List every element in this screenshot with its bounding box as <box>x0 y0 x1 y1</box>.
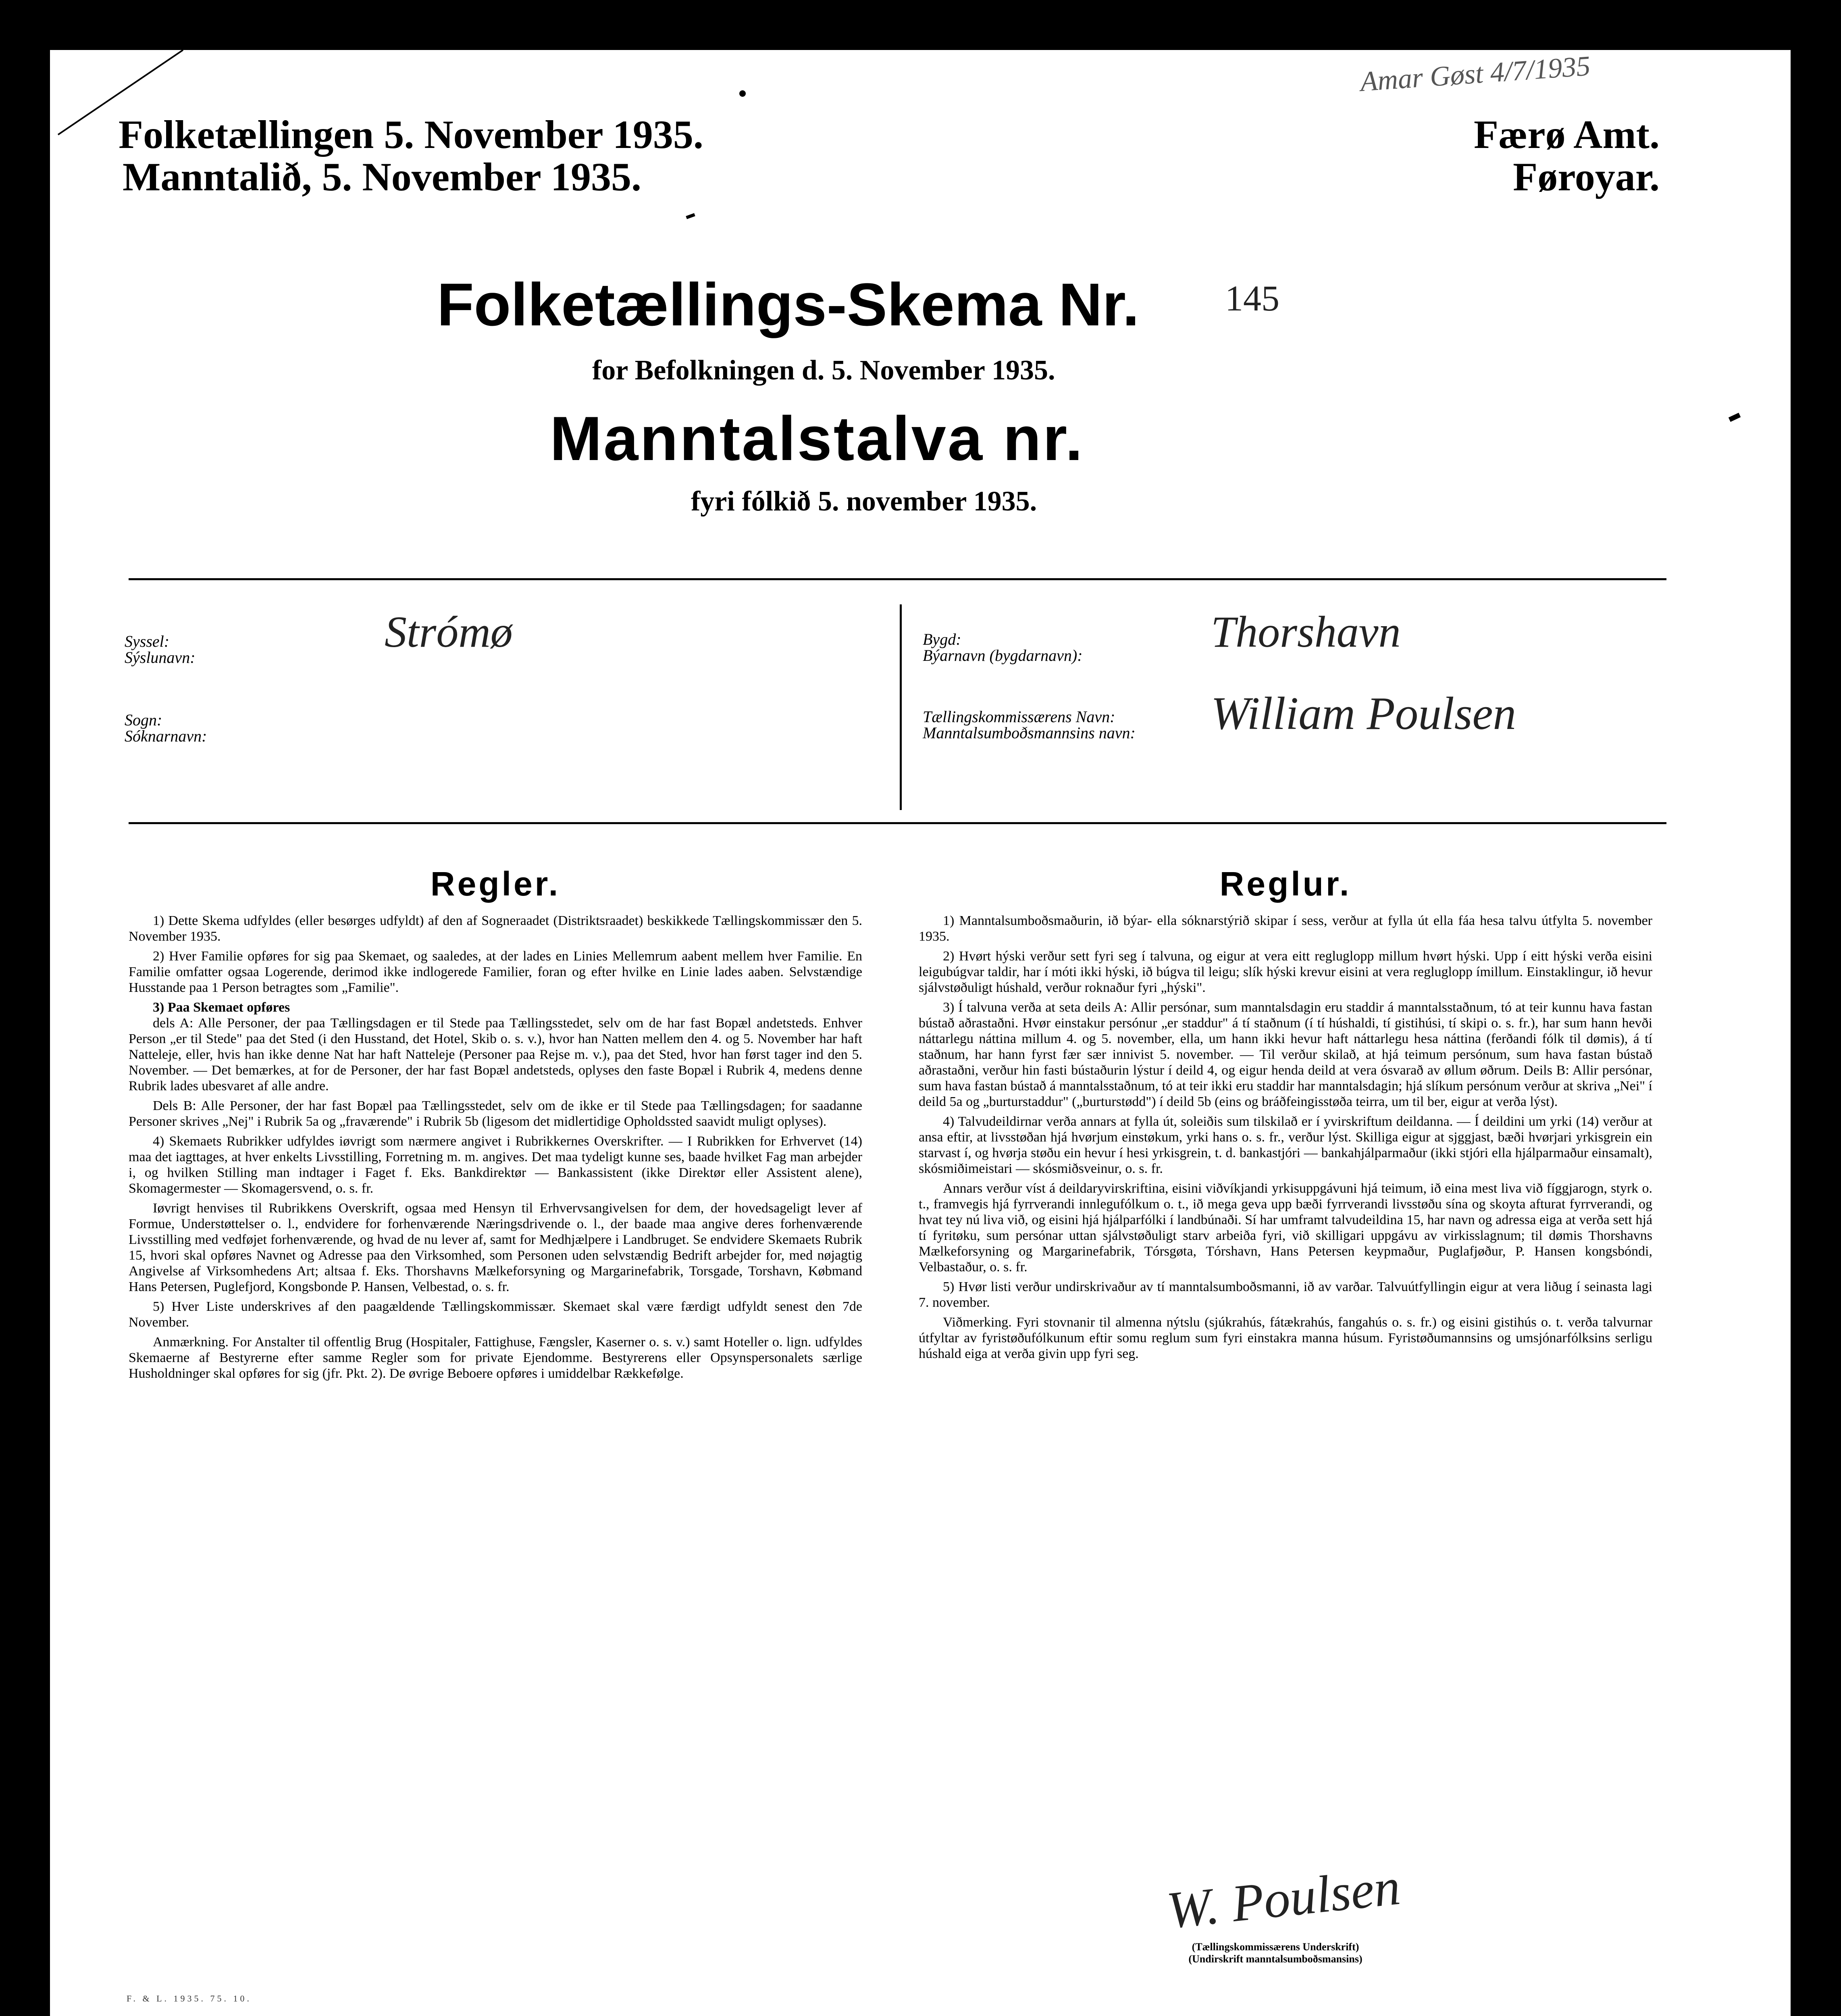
regler-paragraph: 3) Paa Skemaet opføres <box>153 1000 290 1015</box>
form-title: Folketællings-Skema Nr. <box>437 271 1140 338</box>
reglur-paragraph: 3) Í talvuna verða at seta deils A: Allir persónar, sum manntalsdagin eru staddir á manntalsstaðnum, tó at teir kunnu hava fastan bústað aðrastaðni. Hvør einstakur persónur „er staddur" á tí staðnum (í tí húshaldi, tí gistihúsi, tí skipi o. s. fr.), har sum hann hevði náttarlegu náttina millum 4. og 5. november, ella, um hann ikki hevur haft náttarlegu hesa náttina (ferðandi fólk til dømis), á tí staðnum, har hann fyrst fær sær innivist 5. november. — Til verður skilað, at hjá teimum persónum, sum hava fastan bústað aðrastaðni, verður hin fasti bústaðurin lýstur í deild 4, og eigur henda deild at vera ósvarað av øllum øðrum. Deils B: Allir persónar, sum hava fastan bústað á manntalsstaðnum, tó at teir ikki eru staddir har manntalsdagin; hjá slíkum persónum verður at skriva „Nei" í deild 5a og „burturstaddur" („burturstødd") í deild 5b (eins og bráðfeingisstøða teirra, um til ber, eigur at verða lýst). <box>919 1000 1652 1109</box>
regler-paragraph: Iøvrigt henvises til Rubrikkens Overskrift, ogsaa med Hensyn til Erhvervsangivelsen for dem, der hovedsageligt lever af Formue, Understøttelser o. l., endvidere for forhenværende Næringsdrivende o. l., der baade maa angive deres forhenværende Livsstilling med vedføjet forhenværende, og hvad de nu lever af, samt for Medhjælpere i Landbruget. Se endvidere Skemaets Rubrik 15, hvori skal opføres Navnet og Adresse paa den Virksomhed, som Personen uden selvstændig Bedrift arbejder for, med nøjagtig Angivelse af Virksomhedens Art; altsaa f. Eks. Thorshavns Mælkeforsyning og Margarinefabrik, Torsgade, Torshavn, Købmand Hans Petersen, Puglefjord, Kongsbonde P. Hansen, Velbestad, o. s. fr. <box>129 1201 862 1294</box>
header-line-1: Folketællingen 5. November 1935. <box>119 112 703 157</box>
sogn-label: Sogn: <box>125 711 162 729</box>
kommissaer-label: Tællingskommissærens Navn: <box>923 708 1115 726</box>
field-divider <box>900 604 902 810</box>
syssel-label: Syssel: <box>125 632 170 650</box>
reglur-paragraph: 1) Manntalsumboðsmaðurin, ið býar- ella sóknarstýrið skipar í sess, verður at fylla út ella fáa hesa talvu útfylta 5. november 1935. <box>919 913 1652 944</box>
regler-paragraph: 2) Hver Familie opføres for sig paa Skemaet, og saaledes, at der lades en Linies Mellemrum aabent mellem hver Familie. En Familie omfatter ogsaa Logerende, derimod ikke indlogerede Familier, foran og efter hvilke en Linie lades aaben. Selvstændige Husstande paa 1 Person betragtes som „Familie". <box>129 949 862 995</box>
syssel-value: Strómø <box>385 607 513 656</box>
header-line-2: Manntalið, 5. November 1935. <box>123 154 641 199</box>
signature-caption-2: (Undirskrift manntalsumboðsmansins) <box>1188 1953 1363 1965</box>
syssel-label-fo: Sýslunavn: <box>125 648 196 666</box>
ink-speck <box>739 90 746 97</box>
regler-paragraph: 4) Skemaets Rubrikker udfyldes iøvrigt som nærmere angivet i Rubrikkernes Overskrifter. — I Rubrikken for Erhvervet (14) maa det iagttages, at hver enkelts Livsstilling, Forretning m. m. angives. Det maa tydeligt kunne ses, baade hvilket Fag man arbejder i, og hvilken Stilling man indtager i Faget f. Eks. Bankdirektør — Bankassistent (ikke Direktør eller Assistent alene), Skomagermester — Skomagersvend, o. s. fr. <box>129 1134 862 1196</box>
top-rule <box>129 578 1666 580</box>
regler-heading: Regler. <box>430 865 561 903</box>
kommissaer-label-fo: Manntalsumboðsmannsins navn: <box>923 724 1136 742</box>
reglur-text <box>919 913 1652 1366</box>
ink-speck <box>1729 413 1741 422</box>
reglur-paragraph: Annars verður víst á deildaryvirskriftina, eisini viðvíkjandi yrkisuppgávuni hjá teimum, ið eina mest liva við fíggjarogn, styrk o. t., framvegis hjá fyrrverandi innlegufólkum o. t., ið mega geva upp bæði fyrrverandi livsstøðu sína og skoyta afturat fyrrverandi, og hvat tey nú liva við, og eisini hjá hjálparfólki í landbúnaði. Sí har umframt talvudeildina 15, har navn og adressa eiga at verða sett hjá tí fyritøku, sum persónar uttan sjálvstøðuligt starv arbeiða fyri, við skilligari uppgávu av virkisslagnum; til dømis Thorshavns Mælkeforsyning og Margarinefabrik, Tórsgøta, Tórshavn, Hans Petersen keypmaður, Puglafjøður, P. Hansen kongsbóndi, Velbastaður, o. s. fr. <box>919 1181 1652 1275</box>
regler-paragraph: dels A: Alle Personer, der paa Tællingsdagen er til Stede paa Tællingsstedet, selv om de har fast Bopæl andetsteds. Enhver Person „er til Stede" paa det Sted (i den Husstand, det Hotel, Skib o. s. v.), hvor han Natten mellem den 4. og 5. November har haft Natteleje, eller, hvis han ikke denne Nat har haft Natteleje (Personer paa Rejse m. v.), paa det Sted, hvor han først tager ind den 5. November. — Det bemærkes, at for de Personer, der har fast Bopæl andetsteds, oplyses den faste Bopæl i Rubrik 4, medens denne Rubrik lades ubesvaret af alle andre. <box>129 1016 862 1093</box>
header-right-1: Færø Amt. <box>1474 112 1660 157</box>
reglur-paragraph: 4) Talvudeildirnar verða annars at fylla út, soleiðis sum tilskilað er í yvirskriftum deildanna. — Í deildini um yrki (14) verður at ansa eftir, at livsstøðan hjá hvørjum einstøkum, yrki hans o. s. fr., verður lýst. Skilliga eigur at sjggjast, bæði hvørjari yrkisgrein ein starvast í, og hvørja støðu ein hevur í hesi yrkisgrein, t. d. bankastjóri — bankahjálparmaður (ikki stjóri ella hjálparmaður einsamalt), skósmiðimeistari — skósmiðsveinur, o. s. fr. <box>919 1114 1652 1176</box>
reglur-paragraph: 2) Hvørt hýski verður sett fyri seg í talvuna, og eigur at vera eitt regluglopp millum hvørt hýski. Upp í eitt hýski verða eisini leigubúgvar taldir, har í móti ikki hýski, ið búgva til leigu; slík hýski krevur eisini at vera regluglopp ímillum. Einstaklingur, ið hevur sjálvstøðuligt húshald, verður roknaður fyri „hýski". <box>919 949 1652 995</box>
regler-paragraph: 5) Hver Liste underskrives af den paagældende Tællingskommissær. Skemaet skal være færdigt udfyldt senest den 7de November. <box>129 1299 862 1330</box>
signature-captions <box>1114 1941 1437 1965</box>
kommissaer-value: William Poulsen <box>1211 688 1516 739</box>
printer-mark: F. & L. 1935. 75. 10. <box>127 1993 252 2004</box>
sogn-label-fo: Sóknarnavn: <box>125 727 207 745</box>
reglur-paragraph: Viðmerking. Fyri stovnanir til almenna nýtslu (sjúkrahús, fátækrahús, fangahús o. s. fr.) og eisini gistihús o. t. verða talvurnar útfyltar av fyristøðufólkunum eftir somu reglum sum fyri einstakra manna húsum. Fyristøðumannsins og umsjónarfólksins serligu húshald eiga at verða givin upp fyri seg. <box>919 1315 1652 1361</box>
archive-note: Amar Gøst 4/7/1935 <box>1359 50 1591 98</box>
regler-paragraph: Dels B: Alle Personer, der har fast Bopæl paa Tællingsstedet, selv om de ikke er til Stede paa Tællingsdagen; for saadanne Personer skrives „Nej" i Rubrik 5a og „fraværende" i Rubrik 5b (ligesom det midlertidige Opholdssted saavidt muligt oplyses). <box>129 1098 862 1129</box>
bottom-rule <box>129 822 1666 824</box>
census-form-page <box>50 50 1791 2016</box>
form-number: 145 <box>1225 279 1279 319</box>
regler-paragraph: 1) Dette Skema udfyldes (eller besørges udfyldt) af den af Sogneraadet (Distriktsraadet) beskikkede Tællingskommissær den 5. November 1935. <box>129 913 862 944</box>
form-title-fo: Manntalstalva nr. <box>550 404 1084 473</box>
signature-caption-1: (Tællingskommissærens Underskrift) <box>1192 1941 1359 1953</box>
bygd-label-fo: Býarnavn (bygdarnavn): <box>923 646 1083 664</box>
form-subtitle-fo: fyri fólkið 5. november 1935. <box>691 486 1037 517</box>
reglur-heading: Reglur. <box>1219 865 1352 903</box>
regler-text <box>129 913 862 1385</box>
form-subtitle: for Befolkningen d. 5. November 1935. <box>592 355 1055 386</box>
bygd-value: Thorshavn <box>1211 607 1401 656</box>
signature: W. Poulsen <box>1164 1858 1403 1940</box>
header-right-2: Føroyar. <box>1513 154 1660 199</box>
regler-paragraph: Anmærkning. For Anstalter til offentlig Brug (Hospitaler, Fattighuse, Fængsler, Kaserner o. s. v.) samt Hoteller o. lign. udfyldes Skemaerne af Bestyrerne efter samme Regler som for private Ejendomme. Bestyrerens eller Opsynspersonalets særlige Husholdninger skal opføres for sig (jfr. Pkt. 2). De øvrige Beboere opføres i umiddelbar Rækkefølge. <box>129 1335 862 1381</box>
bygd-label: Bygd: <box>923 630 961 648</box>
reglur-paragraph: 5) Hvør listi verður undirskrivaður av tí manntalsumboðsmanni, ið av varðar. Talvuútfyllingin eigur at vera liðug í seinasta lagi 7. november. <box>919 1279 1652 1310</box>
ink-speck <box>686 213 695 219</box>
